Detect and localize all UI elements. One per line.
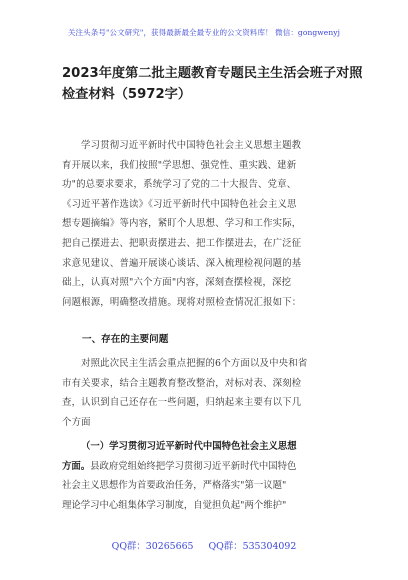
text-line: 社会主义思想作为首要政治任务，严格落实"第一议题" [62, 480, 287, 492]
text-line: 市有关要求，结合主题教育整改整治，对标对表、深刻检 [62, 377, 302, 389]
title-line-2: 检查材料（5972字） [62, 87, 192, 102]
text-line: 求意见建议、普遍开展谈心谈话、深入梳理检视问题的基 [62, 257, 302, 269]
text-line: 对照此次民主生活会重点把握的6个方面以及中央和省 [81, 358, 308, 369]
text-line: 想专题摘编》等内容，紧盯个人思想、学习和工作实际， [62, 218, 302, 230]
qq-group-1: QQ群：30265665 [111, 541, 194, 552]
subsection-heading: （一）学习贯彻习近平新时代中国特色社会主义思想 [81, 441, 297, 452]
text-line: 查，认识到自己还存在一些问题，归纳起来主要有以下几 [62, 397, 302, 409]
section-heading: 一、存在的主要问题 [82, 334, 169, 345]
document-title [62, 63, 362, 105]
subsection-heading-end: 方面。 [62, 460, 91, 472]
intro-paragraph [62, 136, 350, 312]
subsection-text: 县政府党组始终把学习贯彻习近平新时代中国特色 [90, 460, 297, 472]
text-line: 育开展以来，我们按照"学思想、强党性、重实践、建新 [62, 159, 297, 171]
text-line: 学习贯彻习近平新时代中国特色社会主义思想主题教 [81, 140, 302, 151]
title-line-1: 2023年度第二批主题教育专题民主生活会班子对照 [62, 66, 363, 81]
text-line: 《习近平著作选读》《习近平新时代中国特色社会主义思 [62, 198, 297, 210]
subsection-paragraph [62, 437, 352, 515]
qq-group-2: QQ群：535304092 [208, 541, 297, 552]
text-line: 功"的总要求要求，系统学习了党的二十大报告、党章、 [62, 179, 297, 191]
text-line: 础上，认真对照"六个方面"内容，深刻查摆检视，深挖 [62, 277, 292, 289]
section-paragraph [62, 354, 350, 432]
promo-banner: 关注头条号"公文研究"，获得最新最全最专业的公文资料库！ 微信：gongwenyj [67, 28, 341, 37]
text-line: 把自己摆进去、把职责摆进去、把工作摆进去，在广泛征 [62, 237, 302, 249]
text-line: 个方面 [62, 416, 91, 428]
footer-contact [0, 538, 408, 552]
text-line: 理论学习中心组集体学习制度，自觉担负起"两个维护" [62, 499, 287, 511]
text-line [62, 457, 352, 477]
subsection-heading-line [62, 437, 352, 457]
text-line: 问题根源，明确整改措施。现将对照检查情况汇报如下： [62, 296, 302, 308]
